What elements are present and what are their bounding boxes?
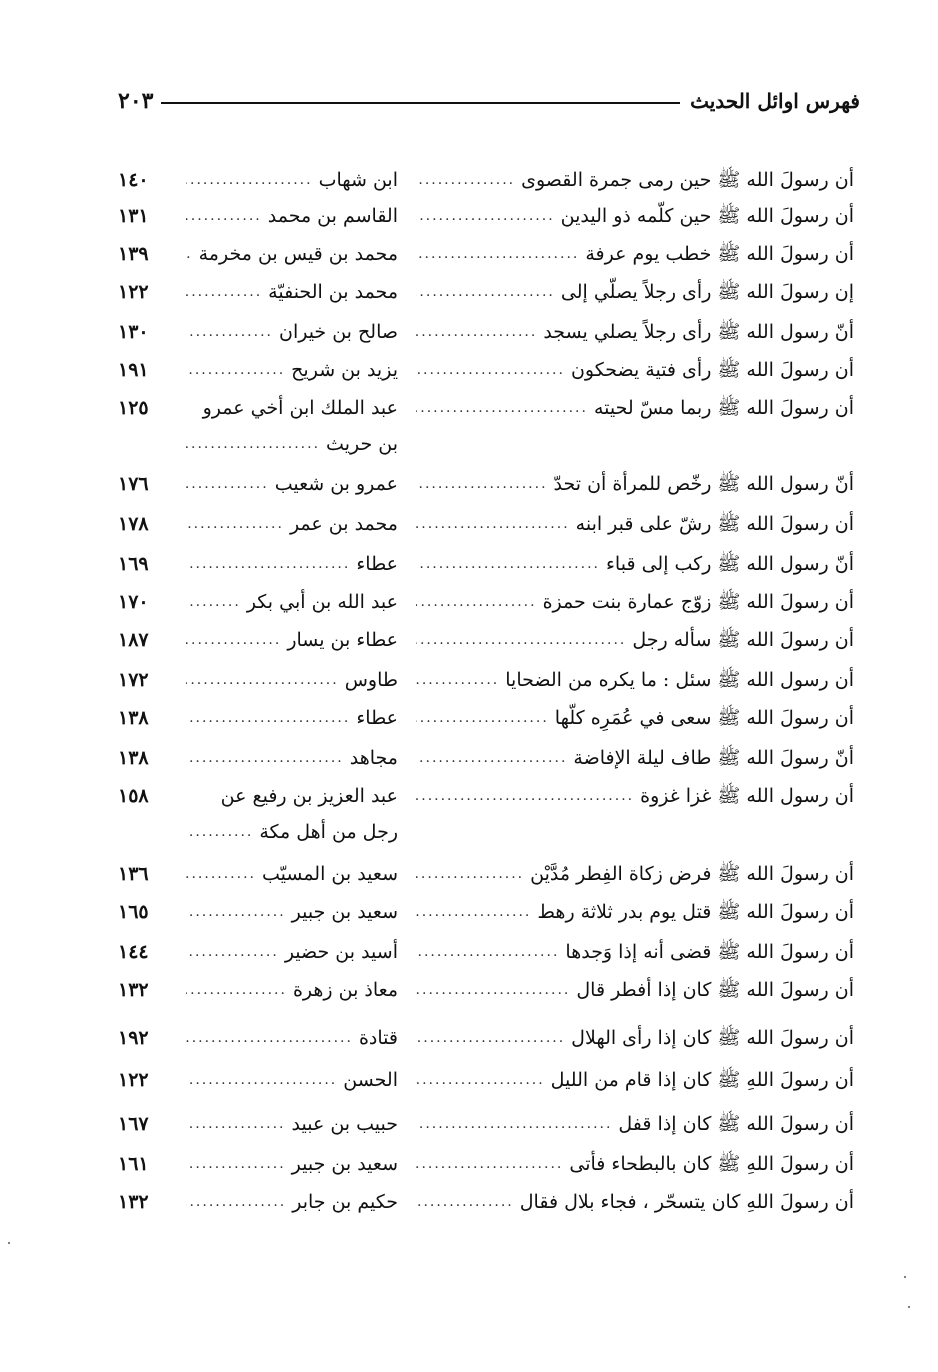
hadith-text: أن رسولَ الله ﷺ رشّ على قبر ابنه xyxy=(575,513,854,535)
leader-dots xyxy=(186,199,268,233)
index-entry xyxy=(118,467,854,501)
leader-dots xyxy=(186,507,290,541)
leader-dots xyxy=(416,1185,520,1219)
hadith-incipit xyxy=(416,547,854,581)
scan-speck xyxy=(8,1242,10,1244)
page-reference: ١٢٥ xyxy=(118,397,149,419)
page-reference: ١٧٨ xyxy=(118,513,149,535)
leader-dots xyxy=(416,199,561,233)
leader-dots xyxy=(416,507,576,541)
page-reference: ١٣٢ xyxy=(118,1191,149,1213)
index-entry xyxy=(118,353,854,387)
leader-dots xyxy=(186,663,345,697)
narrator-name: يزيد بن شريح xyxy=(291,359,398,381)
narrator xyxy=(186,547,398,581)
page-reference: ١٦٧ xyxy=(118,1113,149,1135)
page-reference: ١٣٩ xyxy=(118,243,149,265)
narrator-name: محمد بن عمر xyxy=(289,513,398,535)
narrator-continuation-text: بن حريث xyxy=(326,433,398,455)
hadith-text: أن رسولَ الله ﷺ كان إذا أفطر قال xyxy=(576,979,854,1001)
index-entry xyxy=(118,857,854,891)
hadith-text: أن رسول الله ﷺ غزا غزوة xyxy=(640,785,854,807)
index-entry xyxy=(118,1107,854,1141)
hadith-text: أن رسولَ الله ﷺ كان إذا قفل xyxy=(618,1113,854,1135)
page-reference: ١٦١ xyxy=(118,1153,149,1175)
hadith-text: أن رسولَ الله ﷺ زوّج عمارة بنت حمزة xyxy=(542,591,854,613)
narrator-name: قتادة xyxy=(358,1027,398,1049)
hadith-text: أنّ رسول الله ﷺ رأى رجلاً يصلي يسجد xyxy=(543,321,854,343)
leader-dots xyxy=(416,701,555,735)
leader-dots xyxy=(416,1147,569,1181)
narrator xyxy=(186,1185,398,1219)
leader-dots xyxy=(416,779,640,813)
narrator xyxy=(186,391,398,425)
page-reference: ١٧٦ xyxy=(118,473,149,495)
narrator-name: معاذ بن زهرة xyxy=(292,979,398,1001)
narrator-name: عطاء xyxy=(356,707,398,729)
narrator-name: حكيم بن جابر xyxy=(292,1191,398,1213)
leader-dots xyxy=(416,585,543,619)
leader-dots xyxy=(186,1107,292,1141)
hadith-incipit xyxy=(416,353,854,387)
index-entry xyxy=(118,973,854,1007)
page-reference: ١٢٢ xyxy=(118,281,149,303)
narrator xyxy=(186,857,398,891)
hadith-text: أن رسولَ الله ﷺ حين رمى جمرة القصوى xyxy=(521,169,854,191)
leader-dots xyxy=(186,815,259,849)
narrator-name: محمد بن الحنفيّة xyxy=(268,281,398,303)
page-reference: ١٣٦ xyxy=(118,863,149,885)
hadith-text: أن رسولَ الله ﷺ خطب يوم عرفة xyxy=(585,243,854,265)
narrator xyxy=(186,1063,398,1097)
leader-dots xyxy=(416,391,594,425)
leader-dots xyxy=(186,857,262,891)
hadith-text: أن رسولَ الله ﷺ سعى في عُمَرِه كلّها xyxy=(554,707,854,729)
hadith-incipit xyxy=(416,1021,854,1055)
page-reference: ١٨٧ xyxy=(118,629,149,651)
narrator xyxy=(186,585,398,619)
leader-dots xyxy=(186,1021,359,1055)
hadith-incipit xyxy=(416,315,854,349)
hadith-incipit xyxy=(416,1185,854,1219)
scan-speck xyxy=(904,1276,906,1278)
narrator xyxy=(186,701,398,735)
hadith-incipit xyxy=(416,935,854,969)
leader-dots xyxy=(416,1021,571,1055)
narrator xyxy=(186,663,398,697)
narrator xyxy=(186,1021,398,1055)
narrator-name: عطاء xyxy=(356,553,398,575)
narrator xyxy=(186,1147,398,1181)
narrator-name: طاوس xyxy=(344,669,398,691)
leader-dots xyxy=(416,663,505,697)
page-reference: ١٤٠ xyxy=(118,169,149,191)
narrator-name: أسيد بن حضير xyxy=(284,941,398,963)
hadith-incipit xyxy=(416,163,854,197)
narrator xyxy=(186,315,398,349)
index-entry xyxy=(118,935,854,969)
leader-dots xyxy=(186,547,356,581)
hadith-text: إن رسولَ الله ﷺ رأى رجلاً يصلّي إلى xyxy=(560,281,854,303)
page-number: ٢٠٣ xyxy=(118,88,154,114)
leader-dots xyxy=(186,1063,343,1097)
leader-dots xyxy=(416,467,554,501)
leader-dots xyxy=(186,467,275,501)
hadith-incipit xyxy=(416,973,854,1007)
leader-dots xyxy=(186,973,293,1007)
leader-dots xyxy=(416,163,521,197)
index-entry xyxy=(118,507,854,541)
hadith-incipit xyxy=(416,275,854,309)
leader-dots xyxy=(416,237,585,271)
hadith-text: أن رسولَ الله ﷺ قتل يوم بدر ثلاثة رهط xyxy=(537,901,854,923)
narrator xyxy=(186,467,398,501)
hadith-incipit xyxy=(416,663,854,697)
hadith-incipit xyxy=(416,1063,854,1097)
narrator-name: القاسم بن محمد xyxy=(267,205,398,227)
index-entry xyxy=(118,163,854,197)
hadith-text: أن رسولَ الله ﷺ حين كلّمه ذو اليدين xyxy=(560,205,854,227)
hadith-text: أن رسولَ اللهِ كان يتسحّر ، فجاء بلال فقال xyxy=(519,1191,854,1213)
index-entry xyxy=(118,1185,854,1219)
index-entry xyxy=(118,585,854,619)
narrator xyxy=(186,275,398,309)
hadith-text: أن رسولَ الله ﷺ فرض زكاة الفِطر مُدَّيْن xyxy=(530,863,854,885)
hadith-text: أنّ رسول الله ﷺ رخّص للمرأة أن تحدّ xyxy=(553,473,854,495)
leader-dots xyxy=(186,427,326,461)
leader-dots xyxy=(186,701,356,735)
narrator-name: عبد الملك ابن أخي عمرو xyxy=(202,397,398,419)
index-entry xyxy=(118,701,854,735)
leader-dots xyxy=(416,895,537,929)
leader-dots xyxy=(416,741,573,775)
hadith-incipit xyxy=(416,623,854,657)
index-entry xyxy=(118,1021,854,1055)
hadith-incipit xyxy=(416,741,854,775)
hadith-incipit xyxy=(416,237,854,271)
leader-dots xyxy=(416,315,543,349)
page-reference: ١٣١ xyxy=(118,205,149,227)
narrator-name: عبد العزيز بن رفيع عن xyxy=(220,785,398,807)
narrator-continuation xyxy=(186,427,398,461)
hadith-text: أن رسولَ الله ﷺ رأى فتية يضحكون xyxy=(570,359,854,381)
narrator-name: عمرو بن شعيب xyxy=(274,473,398,495)
page-reference: ١٣٠ xyxy=(118,321,149,343)
page-reference: ١٦٥ xyxy=(118,901,149,923)
page-reference: ١٩١ xyxy=(118,359,149,381)
leader-dots xyxy=(416,1107,618,1141)
narrator xyxy=(186,507,398,541)
hadith-text: أن رسولَ الله ﷺ ربما مسّ لحيته xyxy=(593,397,854,419)
narrator-name: عبد الله بن أبي بكر xyxy=(246,591,398,613)
leader-dots xyxy=(186,623,287,657)
page-reference: ١٣٨ xyxy=(118,707,149,729)
narrator-name: سعيد بن جبير xyxy=(291,901,398,923)
index-entry xyxy=(118,275,854,309)
hadith-incipit xyxy=(416,199,854,233)
narrator-name: عطاء بن يسار xyxy=(287,629,398,651)
narrator-continuation xyxy=(186,815,398,849)
leader-dots xyxy=(186,1147,292,1181)
narrator-name: محمد بن قيس بن مخرمة xyxy=(198,243,398,265)
leader-dots xyxy=(416,973,576,1007)
leader-dots xyxy=(186,315,279,349)
page-reference: ١٦٩ xyxy=(118,553,149,575)
narrator xyxy=(186,895,398,929)
hadith-incipit xyxy=(416,895,854,929)
index-entry xyxy=(118,547,854,581)
hadith-incipit xyxy=(416,507,854,541)
leader-dots xyxy=(416,623,632,657)
hadith-text: أنّ رسول الله ﷺ ركب إلى قباء xyxy=(605,553,854,575)
leader-dots xyxy=(186,275,268,309)
hadith-incipit xyxy=(416,585,854,619)
index-entry xyxy=(118,237,854,271)
index-entry xyxy=(118,1063,854,1097)
scan-speck xyxy=(908,1306,910,1308)
hadith-text: أن رسولَ الله ﷺ كان إذا رأى الهلال xyxy=(571,1027,854,1049)
index-entry xyxy=(118,199,854,233)
leader-dots xyxy=(186,935,285,969)
narrator xyxy=(186,199,398,233)
narrator-continuation-text: رجل من أهل مكة xyxy=(259,821,398,843)
hadith-incipit xyxy=(416,1107,854,1141)
narrator xyxy=(186,741,398,775)
page-reference: ١٢٢ xyxy=(118,1069,149,1091)
narrator-name: ابن شهاب xyxy=(318,169,398,191)
narrator-name: سعيد بن المسيّب xyxy=(261,863,398,885)
page-reference: ١٩٢ xyxy=(118,1027,149,1049)
leader-dots xyxy=(186,895,292,929)
page-reference: ١٧٠ xyxy=(118,591,149,613)
narrator-name: الحسن xyxy=(343,1069,398,1091)
hadith-incipit xyxy=(416,779,854,813)
leader-dots xyxy=(416,1063,551,1097)
leader-dots xyxy=(416,275,561,309)
narrator-name: سعيد بن جبير xyxy=(291,1153,398,1175)
index-entry xyxy=(118,315,854,349)
narrator-name: مجاهد xyxy=(349,747,398,769)
leader-dots xyxy=(186,1185,292,1219)
index-entry xyxy=(118,741,854,775)
narrator-name: صالح بن خيران xyxy=(278,321,398,343)
page-reference: ١٧٢ xyxy=(118,669,149,691)
hadith-text: أن رسولَ الله ﷺ سأله رجل xyxy=(632,629,854,651)
index-entry xyxy=(118,391,854,455)
leader-dots xyxy=(416,857,530,891)
narrator xyxy=(186,973,398,1007)
narrator xyxy=(186,935,398,969)
hadith-incipit xyxy=(416,1147,854,1181)
leader-dots xyxy=(186,353,291,387)
index-entry xyxy=(118,623,854,657)
hadith-text: أنّ رسولَ الله ﷺ طاف ليلة الإفاضة xyxy=(573,747,854,769)
index-entry xyxy=(118,895,854,929)
page-reference: ١٤٤ xyxy=(118,941,149,963)
index-entry xyxy=(118,1147,854,1181)
leader-dots xyxy=(416,547,606,581)
leader-dots xyxy=(416,353,571,387)
leader-dots xyxy=(416,935,565,969)
hadith-incipit xyxy=(416,701,854,735)
narrator-name: حبيب بن عبيد xyxy=(291,1113,398,1135)
hadith-text: أن رسولَ اللهِ ﷺ كان بالبطحاء فأتى xyxy=(569,1153,854,1175)
hadith-text: أن رسولَ الله ﷺ قضى أنه إذا وَجدها xyxy=(565,941,854,963)
running-title: فهرس اوائل الحديث xyxy=(690,89,860,113)
hadith-text: أن رسول الله ﷺ سئل : ما يكره من الضحايا xyxy=(505,669,854,691)
leader-dots xyxy=(186,163,319,197)
page-reference: ١٣٢ xyxy=(118,979,149,1001)
hadith-incipit xyxy=(416,391,854,425)
narrator xyxy=(186,1107,398,1141)
narrator xyxy=(186,237,398,271)
narrator xyxy=(186,779,398,813)
index-entry xyxy=(118,663,854,697)
hadith-text: أن رسولَ اللهِ ﷺ كان إذا قام من الليل xyxy=(550,1069,854,1091)
hadith-incipit xyxy=(416,857,854,891)
page-reference: ١٥٨ xyxy=(118,785,149,807)
narrator xyxy=(186,353,398,387)
narrator xyxy=(186,623,398,657)
leader-dots xyxy=(186,585,247,619)
narrator xyxy=(186,163,398,197)
leader-dots xyxy=(186,741,350,775)
hadith-incipit xyxy=(416,467,854,501)
leader-dots xyxy=(186,237,199,271)
page-reference: ١٣٨ xyxy=(118,747,149,769)
index-entry xyxy=(118,779,854,843)
